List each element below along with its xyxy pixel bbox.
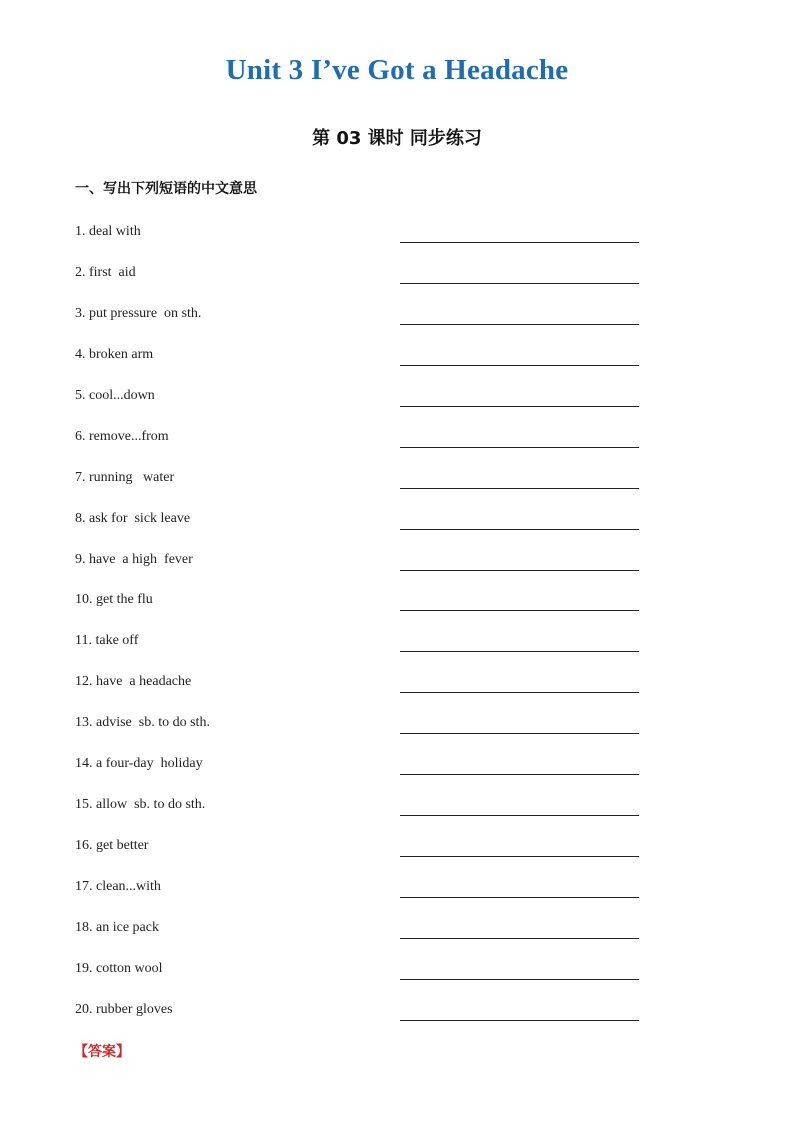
exercise-item-text: 17. clean...with xyxy=(75,879,161,894)
answer-blank-line[interactable] xyxy=(400,570,639,571)
exercise-item-text: 10. get the flu xyxy=(75,592,153,607)
exercise-item-text: 18. an ice pack xyxy=(75,920,159,935)
exercise-item xyxy=(75,877,639,901)
exercise-item-text: 16. get better xyxy=(75,838,149,853)
answer-blank-line[interactable] xyxy=(400,1020,639,1021)
answer-blank-line[interactable] xyxy=(400,610,639,611)
exercise-item xyxy=(75,918,639,942)
exercise-item xyxy=(75,836,639,860)
exercise-item-text: 6. remove...from xyxy=(75,429,169,444)
answer-blank-line[interactable] xyxy=(400,488,639,489)
answer-blank-line[interactable] xyxy=(400,815,639,816)
exercise-item-text: 13. advise sb. to do sth. xyxy=(75,715,210,730)
answer-blank-line[interactable] xyxy=(400,692,639,693)
exercise-item-text: 11. take off xyxy=(75,633,139,648)
exercise-item xyxy=(75,386,639,410)
exercise-item-text: 7. running water xyxy=(75,470,175,485)
exercise-item-text: 2. first aid xyxy=(75,265,136,280)
exercise-item-text: 12. have a headache xyxy=(75,674,192,689)
exercise-item xyxy=(75,263,639,287)
answer-blank-line[interactable] xyxy=(400,938,639,939)
answer-blank-line[interactable] xyxy=(400,774,639,775)
answer-blank-line[interactable] xyxy=(400,897,639,898)
exercise-item xyxy=(75,590,639,614)
exercise-item-text: 1. deal with xyxy=(75,224,141,239)
answer-blank-line[interactable] xyxy=(400,324,639,325)
answer-blank-line[interactable] xyxy=(400,529,639,530)
exercise-item xyxy=(75,713,639,737)
exercise-item xyxy=(75,631,639,655)
exercise-item xyxy=(75,1000,639,1024)
exercise-item xyxy=(75,427,639,451)
exercise-item xyxy=(75,222,639,246)
exercise-item-text: 5. cool...down xyxy=(75,388,155,403)
exercise-item xyxy=(75,345,639,369)
answer-blank-line[interactable] xyxy=(400,856,639,857)
exercise-item-text: 15. allow sb. to do sth. xyxy=(75,797,206,812)
exercise-item-text: 19. cotton wool xyxy=(75,961,163,976)
answer-blank-line[interactable] xyxy=(400,447,639,448)
answer-blank-line[interactable] xyxy=(400,733,639,734)
exercise-item-text: 4. broken arm xyxy=(75,347,154,362)
exercise-item xyxy=(75,754,639,778)
answer-blank-line[interactable] xyxy=(400,979,639,980)
answer-label: 【答案】 xyxy=(74,1044,130,1060)
answer-blank-line[interactable] xyxy=(400,651,639,652)
section-heading: 一、写出下列短语的中文意思 xyxy=(75,181,257,197)
exercise-item-text: 9. have a high fever xyxy=(75,552,193,567)
exercise-item xyxy=(75,672,639,696)
exercise-item xyxy=(75,468,639,492)
exercise-item-text: 20. rubber gloves xyxy=(75,1002,173,1017)
exercise-item-text: 8. ask for sick leave xyxy=(75,511,191,526)
exercise-item xyxy=(75,959,639,983)
answer-blank-line[interactable] xyxy=(400,242,639,243)
answer-blank-line[interactable] xyxy=(400,406,639,407)
page-title: Unit 3 I’ve Got a Headache xyxy=(225,54,569,86)
exercise-item xyxy=(75,795,639,819)
exercise-item xyxy=(75,509,639,533)
answer-blank-line[interactable] xyxy=(400,283,639,284)
lesson-subtitle: 第 03 课时 同步练习 xyxy=(312,128,482,149)
exercise-item xyxy=(75,550,639,574)
exercise-item xyxy=(75,304,639,328)
answer-blank-line[interactable] xyxy=(400,365,639,366)
exercise-item-text: 3. put pressure on sth. xyxy=(75,306,202,321)
exercise-item-text: 14. a four-day holiday xyxy=(75,756,203,771)
